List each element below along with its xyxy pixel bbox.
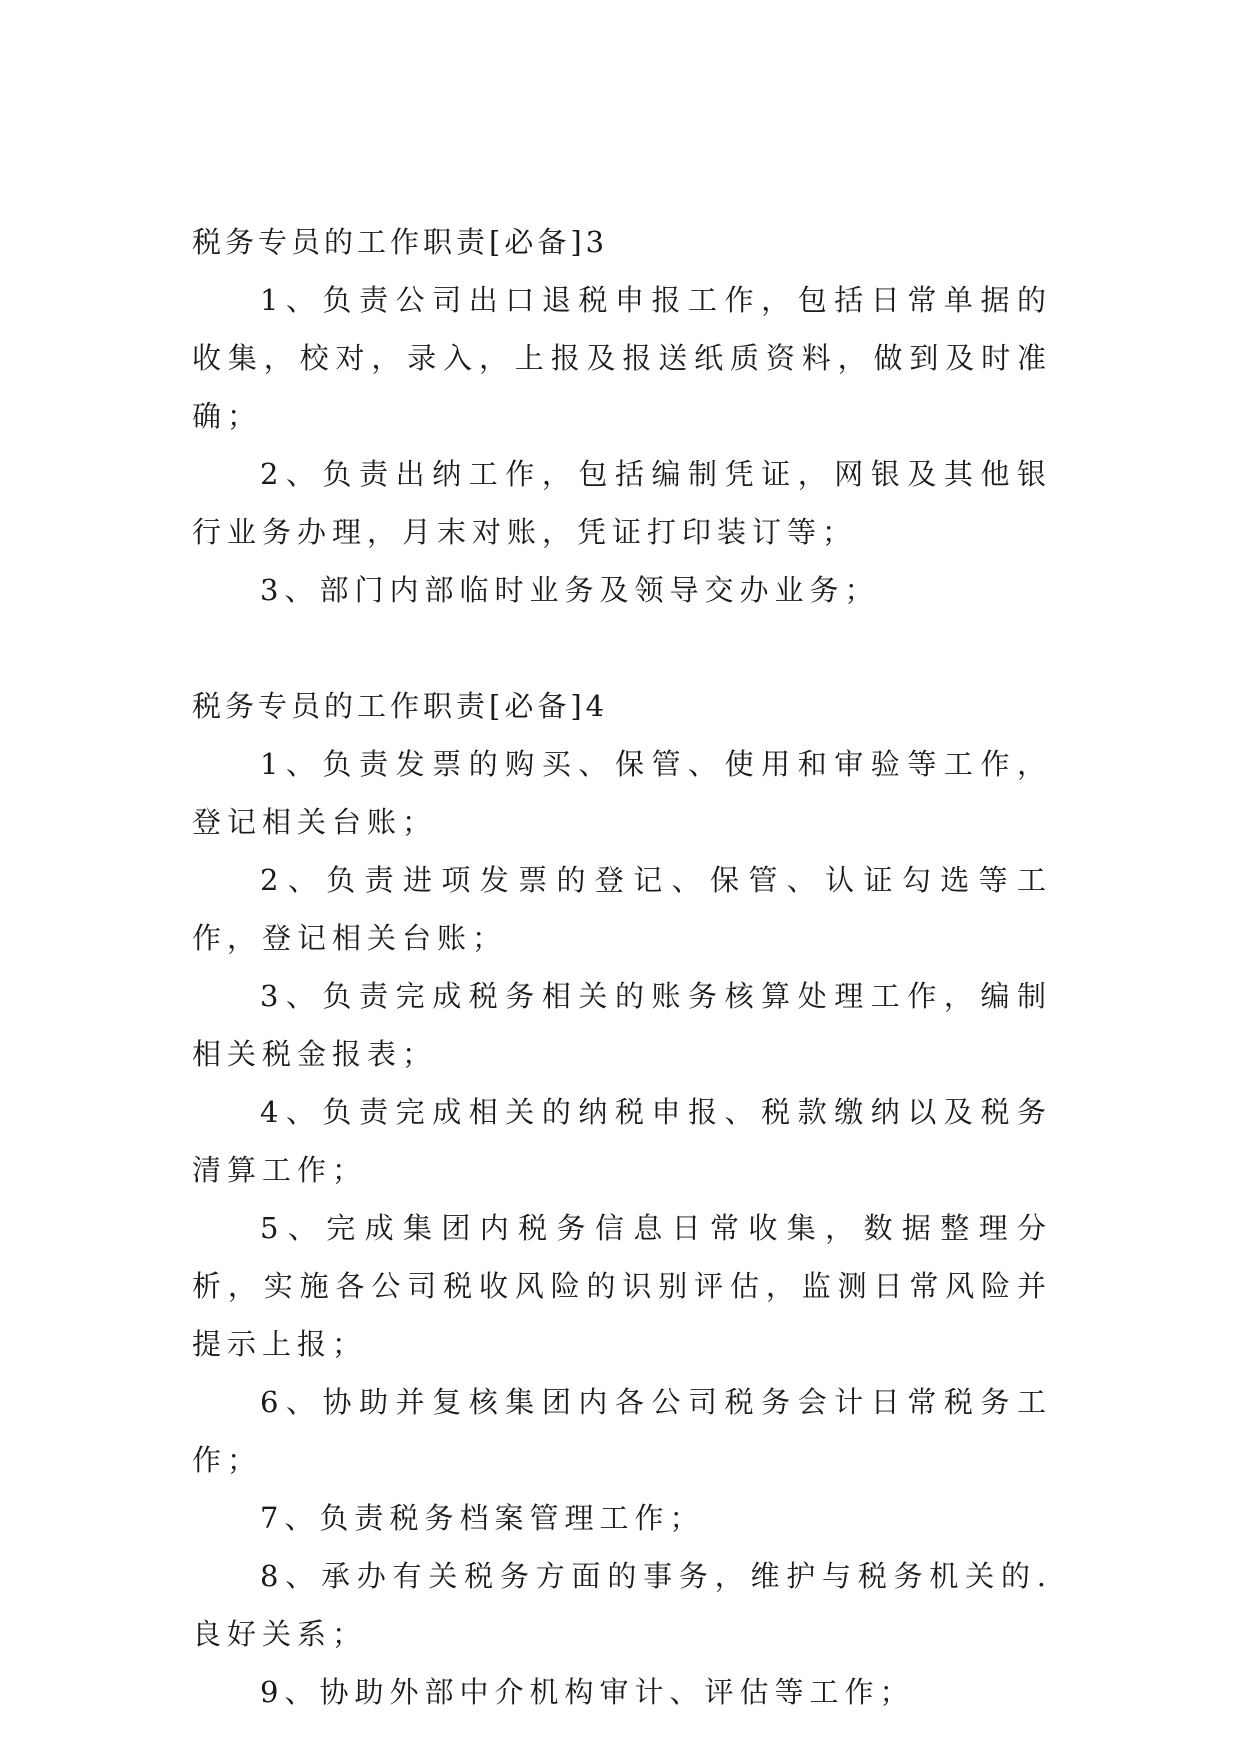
list-item: 4、负责完成相关的纳税申报、税款缴纳以及税务清算工作； xyxy=(192,1095,1052,1187)
document-body xyxy=(192,213,1052,1721)
list-item: 1、负责发票的购买、保管、使用和审验等工作，登记相关台账； xyxy=(192,747,1052,839)
section-3 xyxy=(192,213,1052,619)
list-item: 2、负责出纳工作，包括编制凭证，网银及其他银行业务办理，月末对账，凭证打印装订等； xyxy=(192,457,1052,549)
list-item: 5、完成集团内税务信息日常收集，数据整理分析，实施各公司税收风险的识别评估，监测日常风险并提示上报； xyxy=(192,1211,1052,1361)
list-item: 8、承办有关税务方面的事务，维护与税务机关的.良好关系； xyxy=(192,1559,1052,1651)
list-item: 2、负责进项发票的登记、保管、认证勾选等工作，登记相关台账； xyxy=(192,863,1052,955)
section-title: 税务专员的工作职责[必备]3 xyxy=(192,225,609,259)
list-item: 3、部门内部临时业务及领导交办业务； xyxy=(260,573,880,607)
list-item: 1、负责公司出口退税申报工作，包括日常单据的收集，校对，录入，上报及报送纸质资料，做到及时准确； xyxy=(192,283,1052,433)
section-spacer xyxy=(192,619,1052,677)
list-item: 7、负责税务档案管理工作； xyxy=(260,1501,705,1535)
section-4 xyxy=(192,677,1052,1721)
section-title: 税务专员的工作职责[必备]4 xyxy=(192,689,609,723)
list-item: 6、协助并复核集团内各公司税务会计日常税务工作； xyxy=(192,1385,1052,1477)
list-item: 9、协助外部中介机构审计、评估等工作； xyxy=(260,1675,915,1709)
list-item: 3、负责完成税务相关的账务核算处理工作，编制相关税金报表； xyxy=(192,979,1052,1071)
